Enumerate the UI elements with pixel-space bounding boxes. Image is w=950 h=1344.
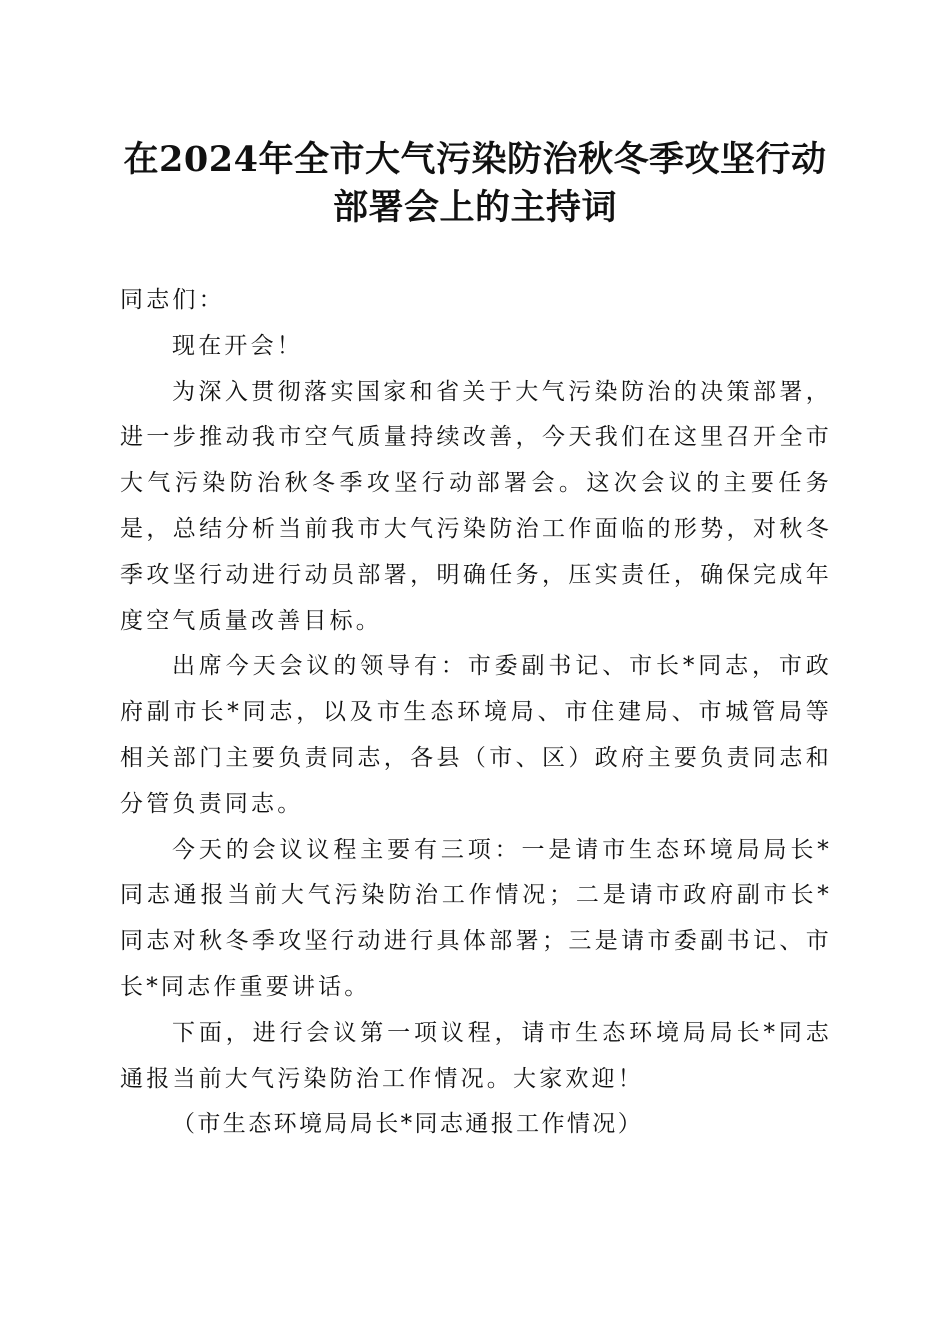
paragraph-agenda: 今天的会议议程主要有三项：一是请市生态环境局局长*同志通报当前大气污染防治工作情况；二是请市政府副市长*同志对秋冬季攻坚行动进行具体部署；三是请市委副书记、市长*同志作重要讲话。 xyxy=(120,836,832,1000)
salutation: 同志们： xyxy=(120,287,225,313)
paragraph-purpose: 为深入贯彻落实国家和省关于大气污染防治的决策部署，进一步推动我市空气质量持续改善，今天我们在这里召开全市大气污染防治秋冬季攻坚行动部署会。这次会议的主要任务是，总结分析当前我市大气污染防治工作面临的形势，对秋冬季攻坚行动进行动员部署，明确任务，压实责任，确保完成年度空气质量改善目标。 xyxy=(120,378,832,634)
document-body xyxy=(120,278,832,1148)
document-title-line-2: 部署会上的主持词 xyxy=(332,187,617,228)
document-title-line-1: 在2024年全市大气污染防治秋冬季攻坚行动 xyxy=(123,139,827,180)
paragraph-opening: 现在开会！ xyxy=(172,332,303,359)
paragraph-first-item: 下面，进行会议第一项议程，请市生态环境局局长*同志通报当前大气污染防治工作情况。大家欢迎！ xyxy=(120,1019,832,1092)
paragraph-attendees: 出席今天会议的领导有：市委副书记、市长*同志，市政府副市长*同志，以及市生态环境局、市住建局、市城管局等相关部门主要负责同志，各县（市、区）政府主要负责同志和分管负责同志。 xyxy=(120,653,832,817)
stage-note: （市生态环境局局长*同志通报工作情况） xyxy=(172,1111,644,1138)
